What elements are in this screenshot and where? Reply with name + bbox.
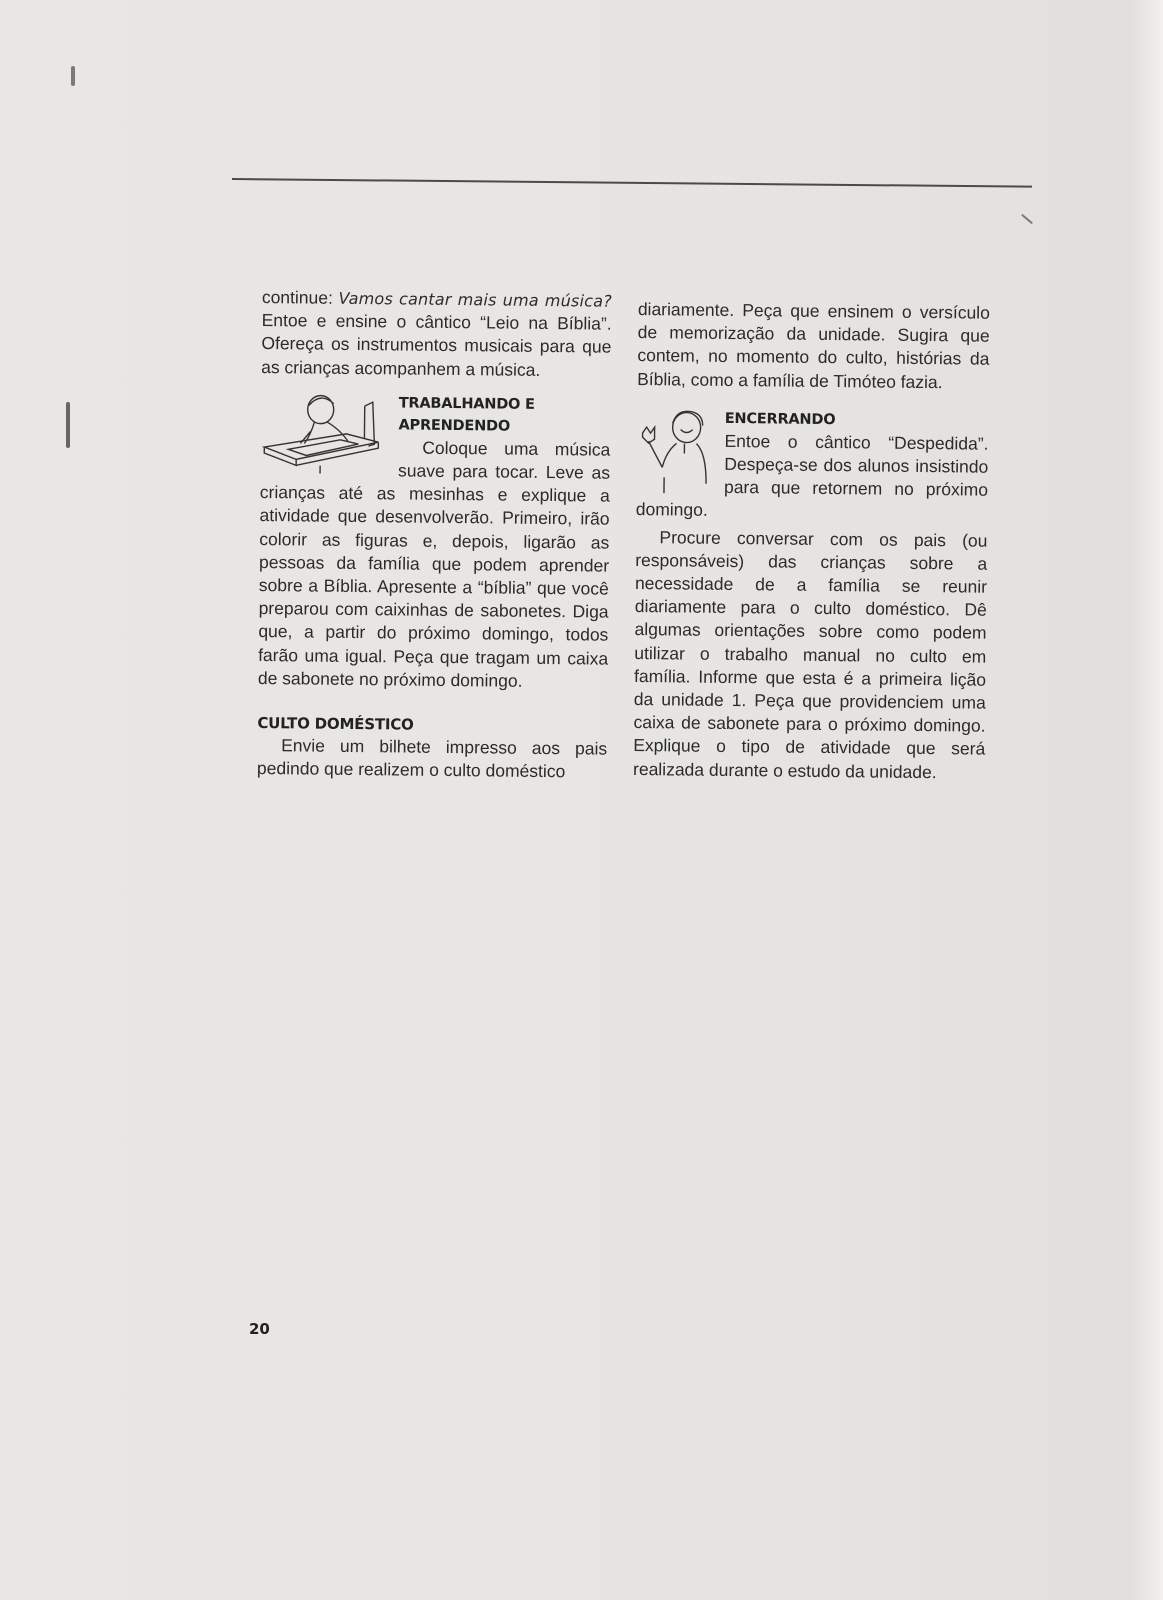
section-heading-encerrando: ENCERRANDO: [724, 410, 836, 428]
intro-rest: Entoe e ensine o cântico “Leio na Bíblia”. Ofereça os instrumentos musicais para que as crianças acompanhem a música.: [261, 310, 612, 380]
intro-script-question: Vamos cantar mais uma música?: [338, 288, 612, 311]
heading-line: APRENDENDO: [398, 417, 511, 435]
page-edge-shadow: [1133, 0, 1163, 1600]
section-body-culto-domestico: Envie um bilhete impresso aos pais pedindo que realizem o culto doméstico: [256, 735, 608, 782]
scan-speck: [66, 402, 70, 448]
scan-speck: [1021, 214, 1033, 225]
section-body-encerrando: Entoe o cântico “Despedida”. Despeça-se dos alunos insistindo para que retornem no próximo domingo.: [635, 430, 989, 521]
section-body-trabalhando: Coloque uma música suave para tocar. Leve as crianças até as mesinhas e explique a atividade que desenvolverão. Primeiro, irão colorir as figuras e, depois, ligarão as pessoas da família que podem aprender sobre a Bíblia. Apresente a “bíblia” que você preparou com caixinhas de sabonetes. Diga que, a partir do próximo domingo, todos farão uma igual. Peça que tragam um caixa de sabonete no próximo domingo.: [257, 437, 611, 691]
continued-paragraph: diariamente. Peça que ensinem o versículo de memorização da unidade. Sugira que contem, no momento do culto, histórias da Bíblia, como a família de Timóteo fazia.: [637, 298, 990, 392]
scan-speck: [71, 66, 75, 86]
woman-waving-icon: [636, 407, 717, 494]
right-column: [633, 298, 990, 785]
child-drawing-at-desk-icon: [260, 391, 391, 474]
section-heading-culto-domestico: CULTO DOMÉSTICO: [257, 714, 414, 734]
header-rule: [232, 178, 1032, 188]
heading-line: TRABALHANDO E: [398, 395, 535, 413]
page-number: 20: [249, 1320, 270, 1338]
parents-paragraph: Procure conversar com os pais (ou responsáveis) das crianças sobre a necessidade de a família se reunir diariamente para o culto doméstico. Dê algumas orientações sobre como podem utilizar o trabalho manual no culto em família. Informe que esta é a primeira lição da unidade 1. Peça que providenciem uma caixa de sabonete para o próximo domingo. Explique o tipo de atividade que será realizada durante o estudo da unidade.: [632, 526, 988, 782]
intro-paragraph: [261, 286, 612, 382]
intro-lead: continue:: [261, 286, 339, 308]
left-column: [257, 286, 612, 784]
